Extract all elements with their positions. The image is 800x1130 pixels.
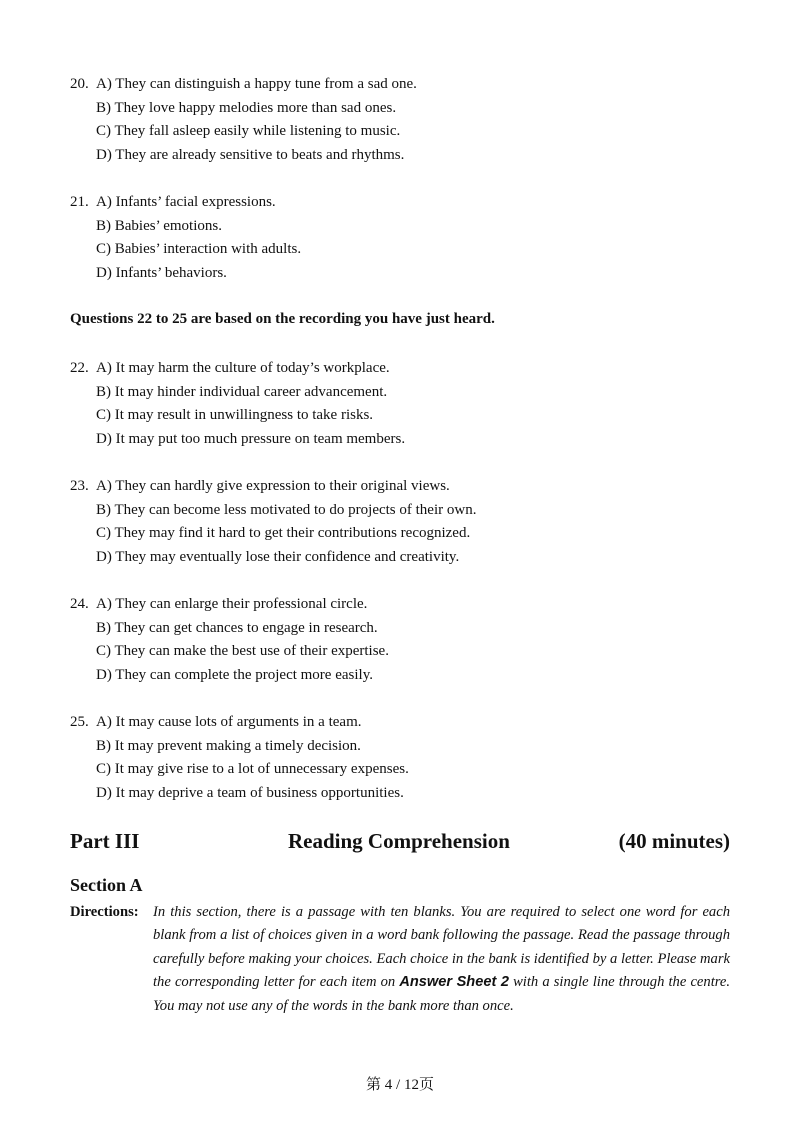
option-c: C) It may give rise to a lot of unnecessary expenses. [96,761,409,778]
question-number: 23. [70,478,89,494]
directions [70,901,730,1018]
part-heading [70,829,730,859]
question-number: 25. [70,714,89,730]
option-a: 25. A) It may cause lots of arguments in a team. [70,711,409,735]
option-b: B) Babies’ emotions. [96,217,222,234]
option-d: D) They are already sensitive to beats and rhythms. [96,146,405,163]
section-heading: Section A [70,875,143,895]
option-c: C) Babies’ interaction with adults. [96,241,302,258]
option-b: B) It may hinder individual career advancement. [96,383,388,400]
option-d: D) Infants’ behaviors. [96,264,227,281]
option-c: C) They can make the best use of their expertise. [96,643,389,660]
option-a: 24. A) They can enlarge their professional circle. [70,593,389,617]
option-b: B) It may prevent making a timely decision. [96,737,361,754]
question-20 [70,73,417,167]
part-time: (40 minutes) [618,829,730,853]
question-number: 21. [70,194,89,210]
option-b: B) They can become less motivated to do projects of their own. [96,501,477,518]
option-c: C) They may find it hard to get their contributions recognized. [96,525,471,542]
question-23 [70,475,476,569]
part-label: Part III [70,829,140,853]
option-d: D) It may put too much pressure on team members. [96,430,406,447]
page-number: 第 4 / 12页 [366,1077,434,1093]
directions-label: Directions: [70,904,139,920]
option-a: 22. A) It may harm the culture of today’s workplace. [70,357,405,381]
option-c: C) It may result in unwillingness to take risks. [96,407,374,424]
question-24 [70,593,389,687]
recording-note: Questions 22 to 25 are based on the recording you have just heard. [70,311,495,327]
option-a: 21. A) Infants’ facial expressions. [70,191,301,215]
option-c: C) They fall asleep easily while listening to music. [96,123,401,140]
option-b: B) They can get chances to engage in research. [96,619,378,636]
answer-sheet-ref: Answer Sheet 2 [399,974,509,991]
directions-text: In this section, there is a passage with ten blanks. You are required to select one word for each blank from a list of choices given in a word bank following the passage. Read the passage through carefully before making your choices. Each choice in the bank is identified by a letter. Please mark the corresponding letter for each item on Answer Sheet 2 with a single line through the centre. You may not use any of the words in the bank more than once. [153,904,731,1014]
question-25 [70,711,409,805]
question-number: 20. [70,76,89,92]
option-d: D) They may eventually lose their confidence and creativity. [96,548,460,565]
option-d: D) They can complete the project more easily. [96,666,373,683]
option-d: D) It may deprive a team of business opportunities. [96,784,404,801]
part-title: Reading Comprehension [288,829,510,853]
question-number: 22. [70,360,89,376]
option-a: 23. A) They can hardly give expression to their original views. [70,475,476,499]
question-number: 24. [70,596,89,612]
option-a: 20. A) They can distinguish a happy tune from a sad one. [70,73,417,97]
question-22 [70,357,405,451]
question-21 [70,191,301,285]
option-b: B) They love happy melodies more than sad ones. [96,99,397,116]
